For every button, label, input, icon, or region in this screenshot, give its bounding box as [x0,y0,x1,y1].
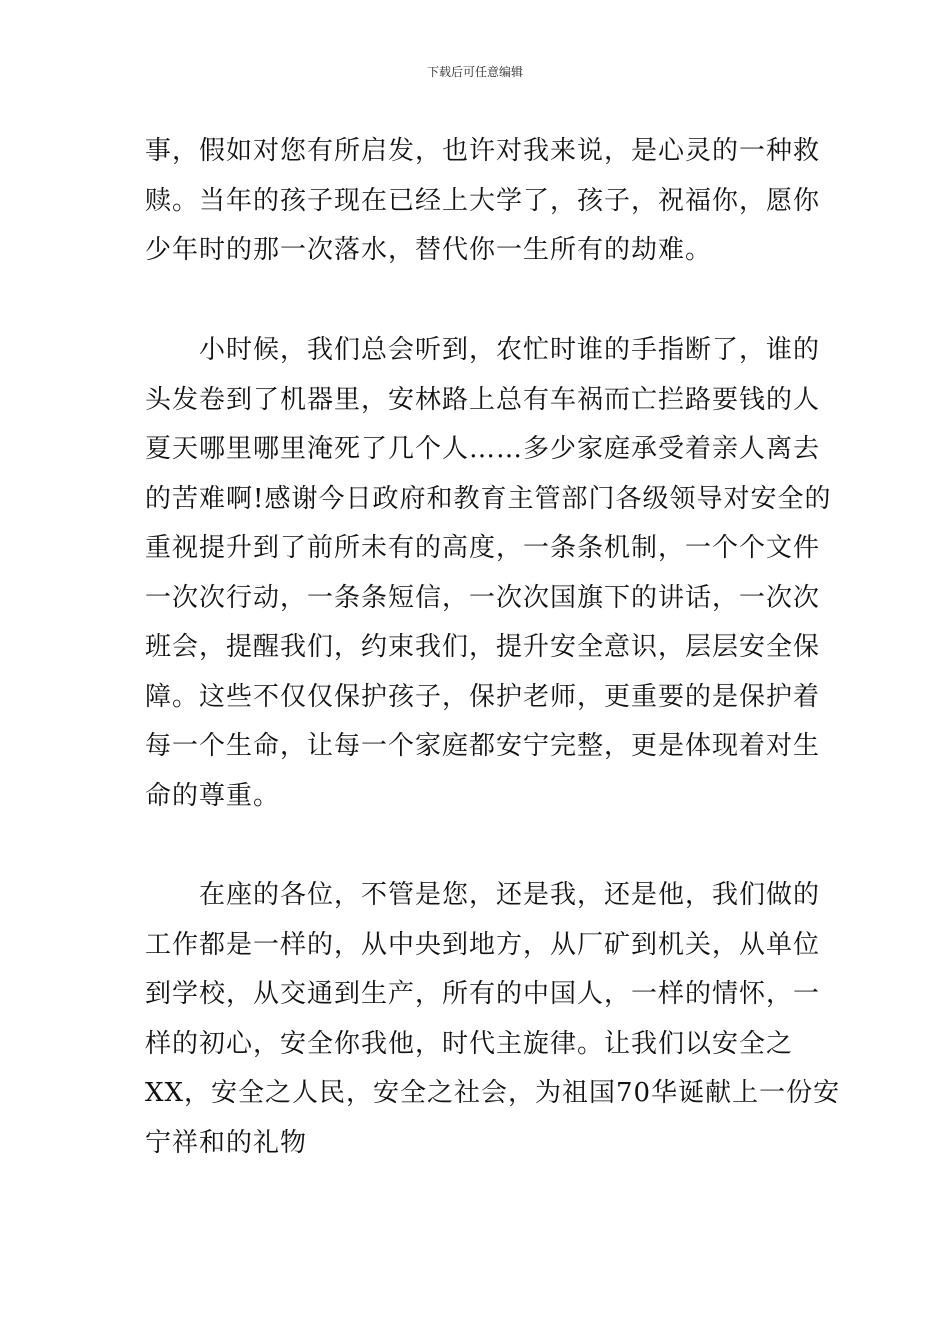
paragraph-line: 在座的各位，不管是您，还是我，还是他，我们做的 [145,880,821,910]
paragraph-line: 夏天哪里哪里淹死了几个人……多少家庭承受着亲人离去 [145,434,821,464]
paragraph-line: 班会，提醒我们，约束我们，提升安全意识，层层安全保 [145,632,821,662]
paragraph-line: 头发卷到了机器里，安林路上总有车祸而亡拦路要钱的人 [145,384,821,415]
paragraph-line: 命的尊重。 [145,780,281,811]
paragraph-line: 宁祥和的礼物 [145,1127,308,1158]
paragraph-line: 障。这些不仅仅保护孩子，保护老师，更重要的是保护着 [145,681,821,712]
paragraph-line: 一次次行动，一条条短信，一次次国旗下的讲话，一次次 [145,582,821,613]
paragraph-line: 少年时的那一次落水，替代你一生所有的劫难。 [145,235,713,265]
paragraph-line: 样的初心，安全你我他，时代主旋律。让我们以安全之 [145,1028,794,1059]
paragraph-line: 赎。当年的孩子现在已经上大学了，孩子，祝福你，愿你 [145,185,821,216]
paragraph-2 [145,326,832,821]
paragraph-line: 工作都是一样的，从中央到地方，从厂矿到机关，从单位 [145,929,821,960]
paragraph-line: 每一个生命，让每一个家庭都安宁完整，更是体现着对生 [145,731,821,761]
paragraph-line: 的苦难啊!感谢今日政府和教育主管部门各级领导对安全的 [145,483,832,514]
paragraph-1 [145,127,821,276]
paragraph-3 [145,871,841,1168]
paragraph-line: 到学校，从交通到生产，所有的中国人，一样的情怀，一 [145,979,821,1009]
paragraph-line: 小时候，我们总会听到，农忙时谁的手指断了，谁的 [145,335,821,365]
paragraph-line: 事，假如对您有所启发，也许对我来说，是心灵的一种救 [145,136,821,166]
paragraph-line: 重视提升到了前所未有的高度，一条条机制，一个个文件 [145,533,821,563]
paragraph-line: XX，安全之人民，安全之社会，为祖国70华诞献上一份安 [145,1078,841,1108]
page-header: 下载后可任意编辑 [426,65,523,79]
